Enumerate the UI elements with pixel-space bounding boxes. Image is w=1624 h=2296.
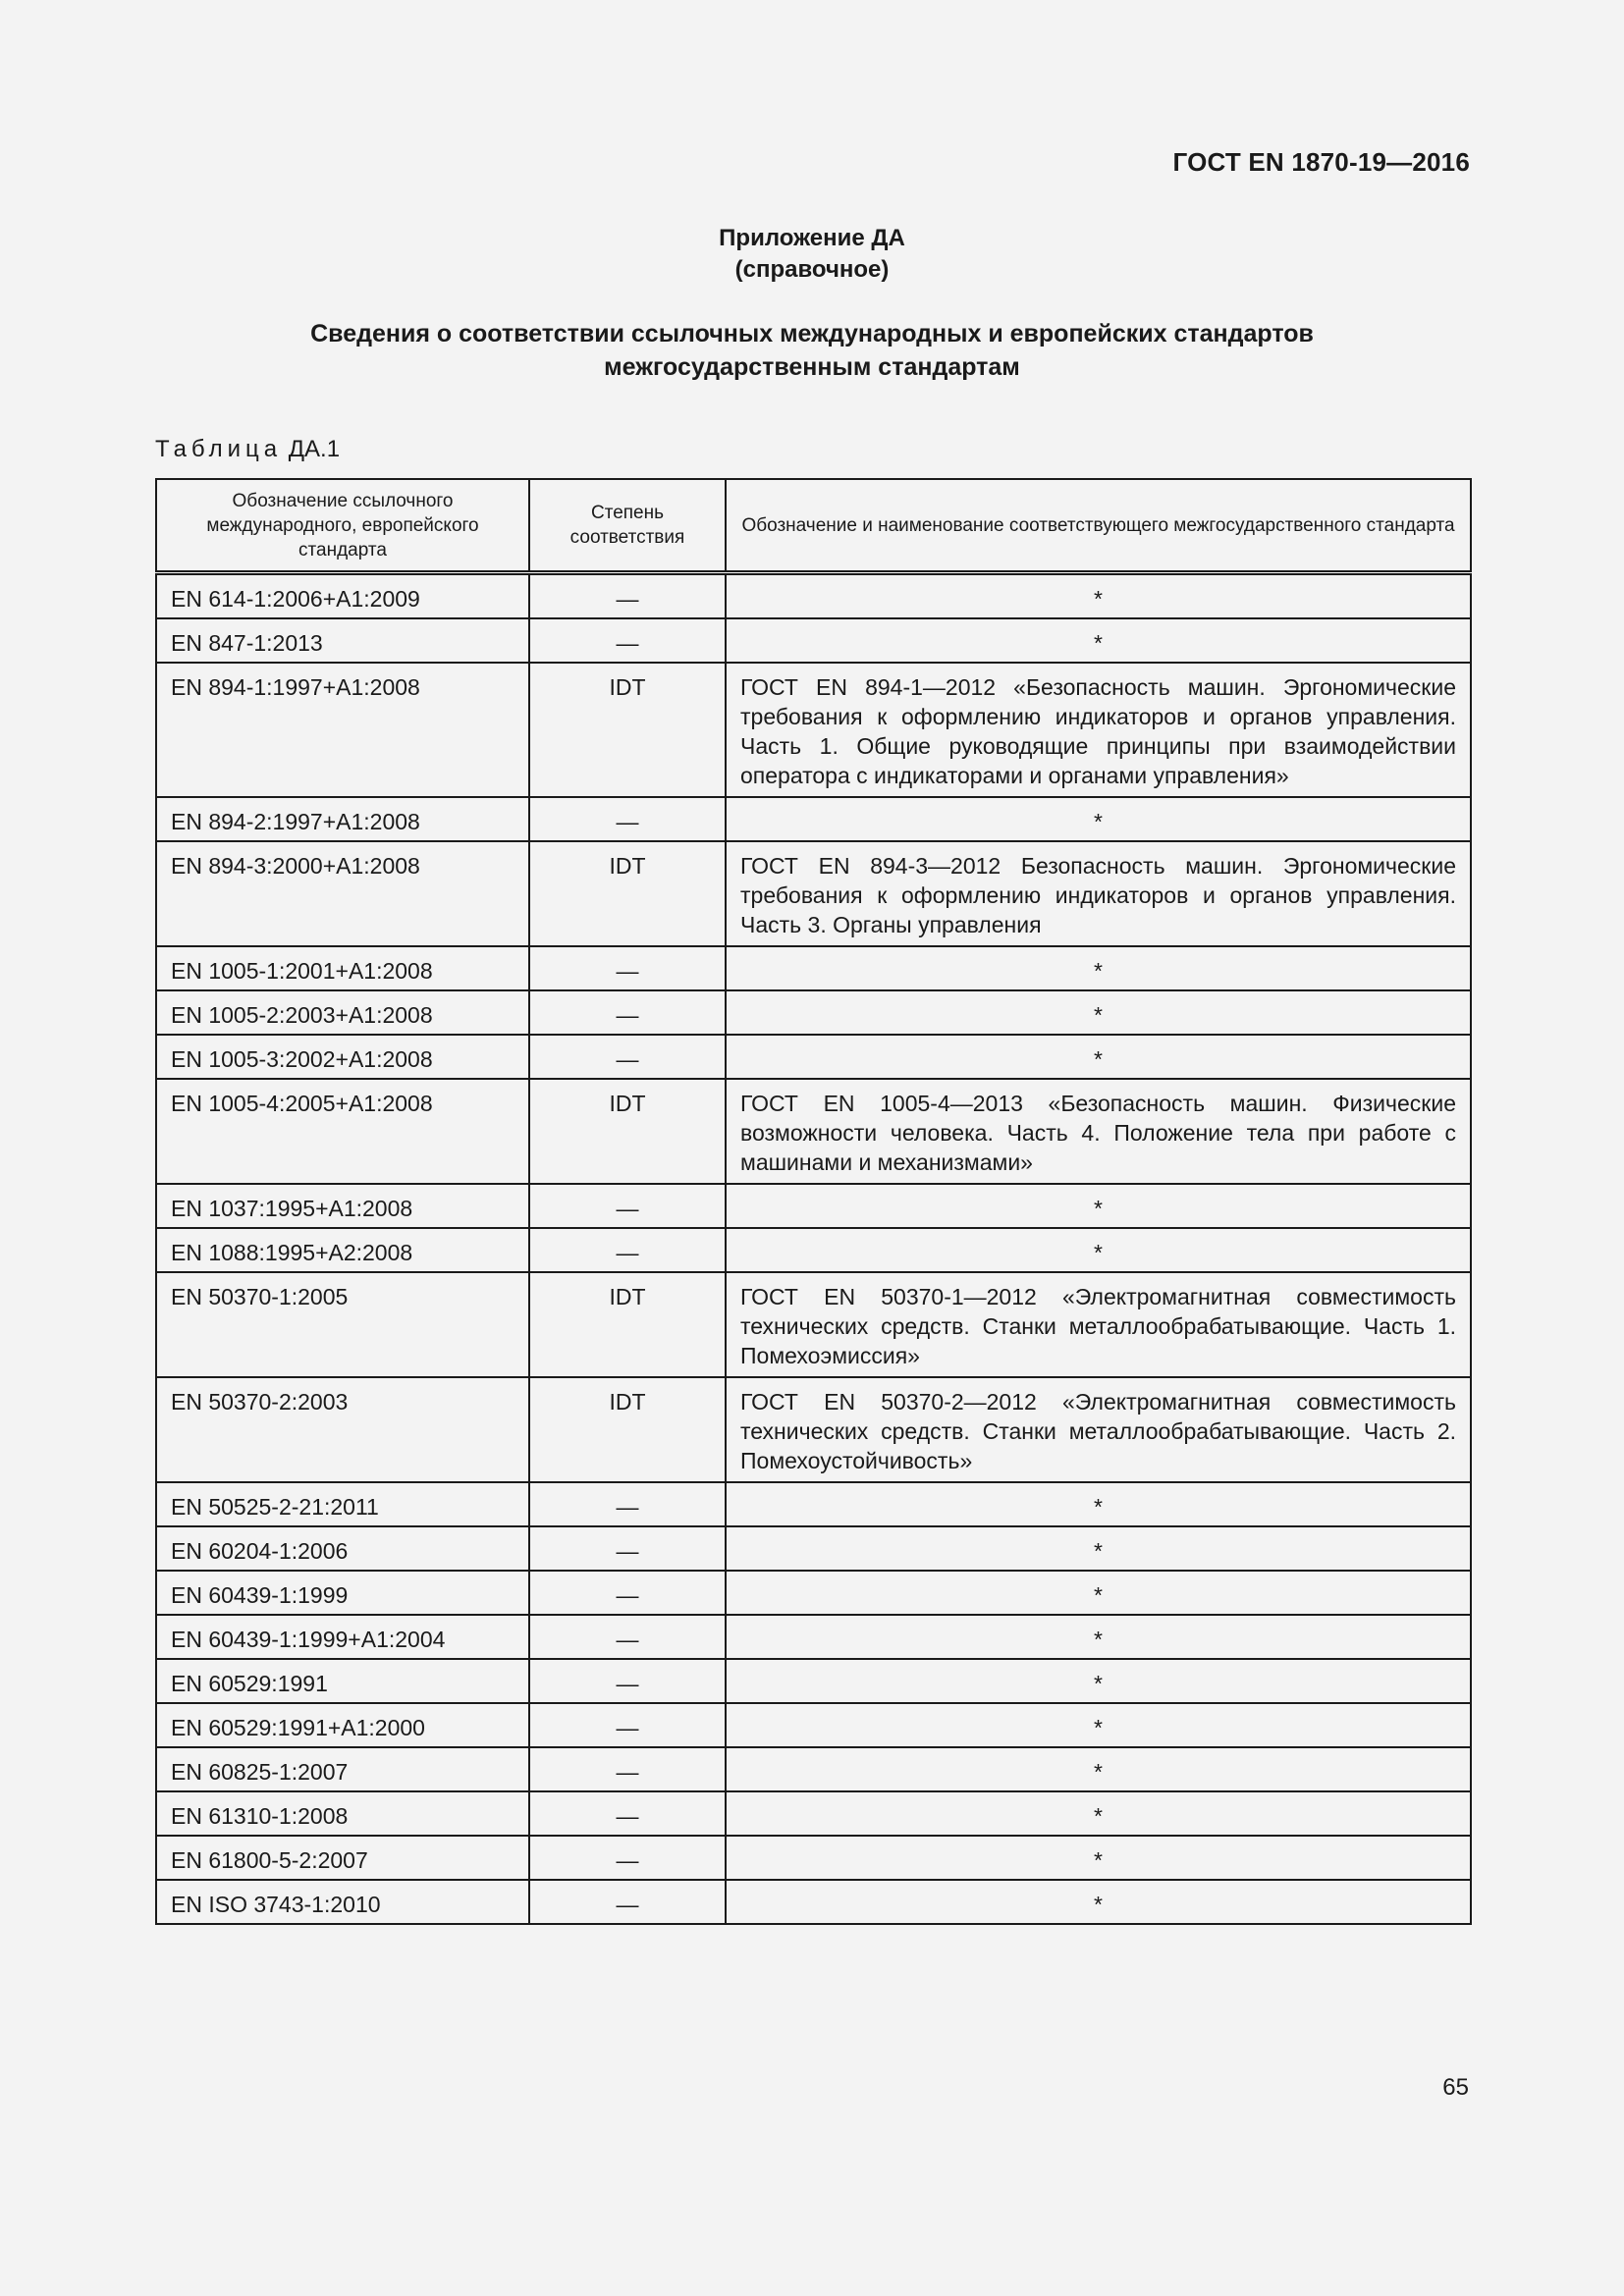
interstate-standard-cell: * [726, 1880, 1471, 1924]
interstate-standard-cell: * [726, 946, 1471, 990]
degree-cell: — [529, 1184, 726, 1228]
interstate-standard-cell: * [726, 1526, 1471, 1571]
table-row [156, 946, 1471, 990]
table-row [156, 1791, 1471, 1836]
degree-cell: — [529, 1703, 726, 1747]
table-row [156, 1571, 1471, 1615]
degree-cell: — [529, 573, 726, 619]
correspondence-table [155, 478, 1472, 1925]
standard-number: ГОСТ EN 1870-19—2016 [1172, 147, 1470, 177]
reference-standard-cell: EN 847-1:2013 [156, 618, 529, 663]
table-row [156, 573, 1471, 619]
table-row [156, 1272, 1471, 1377]
degree-cell: — [529, 618, 726, 663]
reference-standard-cell: EN 1005-4:2005+A1:2008 [156, 1079, 529, 1184]
table-header-row [156, 479, 1471, 573]
degree-cell: IDT [529, 1272, 726, 1377]
table-row [156, 1035, 1471, 1079]
table-body [156, 573, 1471, 1925]
interstate-standard-cell: * [726, 1184, 1471, 1228]
degree-cell: — [529, 1747, 726, 1791]
interstate-standard-cell: ГОСТ EN 1005-4—2013 «Безопасность машин. Физические возможности человека. Часть 4. Положение тела при работе с машинами и механизмами» [726, 1079, 1471, 1184]
reference-standard-cell: EN 50370-1:2005 [156, 1272, 529, 1377]
table-row [156, 1659, 1471, 1703]
table-row [156, 1747, 1471, 1791]
reference-standard-cell: EN 61310-1:2008 [156, 1791, 529, 1836]
reference-standard-cell: EN ISO 3743-1:2010 [156, 1880, 529, 1924]
reference-standard-cell: EN 1005-3:2002+A1:2008 [156, 1035, 529, 1079]
table-row [156, 1482, 1471, 1526]
appendix-heading-line-2: межгосударственным стандартам [604, 353, 1020, 381]
degree-cell: — [529, 797, 726, 841]
table-row [156, 1703, 1471, 1747]
reference-standard-cell: EN 1005-1:2001+A1:2008 [156, 946, 529, 990]
table-row [156, 663, 1471, 797]
degree-cell: — [529, 1571, 726, 1615]
interstate-standard-cell: ГОСТ EN 894-3—2012 Безопасность машин. Эргономические требования к оформлению индикаторов и органов управления. Часть 3. Органы управления [726, 841, 1471, 946]
degree-cell: — [529, 1791, 726, 1836]
interstate-standard-cell: * [726, 1615, 1471, 1659]
degree-cell: — [529, 1659, 726, 1703]
table-row [156, 990, 1471, 1035]
table-caption-word: Таблица [155, 436, 283, 462]
reference-standard-cell: EN 894-1:1997+A1:2008 [156, 663, 529, 797]
reference-standard-cell: EN 894-2:1997+A1:2008 [156, 797, 529, 841]
degree-cell: — [529, 946, 726, 990]
table-caption [155, 436, 340, 463]
appendix-heading-line-1: Сведения о соответствии ссылочных международных и европейских стандартов [310, 320, 1314, 347]
table-caption-number: ДА.1 [288, 436, 341, 462]
table-row [156, 841, 1471, 946]
degree-cell: — [529, 1880, 726, 1924]
degree-cell: IDT [529, 1377, 726, 1482]
appendix-title: Приложение ДА [719, 225, 905, 251]
interstate-standard-cell: * [726, 1836, 1471, 1880]
table-row [156, 1079, 1471, 1184]
interstate-standard-cell: ГОСТ EN 894-1—2012 «Безопасность машин. Эргономические требования к оформлению индикаторов и органов управления. Часть 1. Общие руководящие принципы при взаимодействии оператора с индикаторами и органами управления» [726, 663, 1471, 797]
interstate-standard-cell: * [726, 618, 1471, 663]
table-row [156, 1184, 1471, 1228]
reference-standard-cell: EN 60529:1991 [156, 1659, 529, 1703]
reference-standard-cell: EN 60825-1:2007 [156, 1747, 529, 1791]
interstate-standard-cell: * [726, 1791, 1471, 1836]
interstate-standard-cell: * [726, 1482, 1471, 1526]
reference-standard-cell: EN 60439-1:1999+A1:2004 [156, 1615, 529, 1659]
degree-cell: — [529, 1482, 726, 1526]
table-row [156, 1880, 1471, 1924]
reference-standard-cell: EN 60439-1:1999 [156, 1571, 529, 1615]
interstate-standard-cell: * [726, 1747, 1471, 1791]
interstate-standard-cell: * [726, 1035, 1471, 1079]
table-row [156, 1615, 1471, 1659]
reference-standard-cell: EN 61800-5-2:2007 [156, 1836, 529, 1880]
interstate-standard-cell: * [726, 573, 1471, 619]
column-header-degree: Степень соответствия [529, 479, 726, 573]
degree-cell: IDT [529, 1079, 726, 1184]
page-number: 65 [1442, 2074, 1469, 2101]
table-row [156, 1377, 1471, 1482]
interstate-standard-cell: * [726, 990, 1471, 1035]
degree-cell: — [529, 1228, 726, 1272]
interstate-standard-cell: ГОСТ EN 50370-2—2012 «Электромагнитная совместимость технических средств. Станки металлообрабатывающие. Часть 2. Помехоустойчивость» [726, 1377, 1471, 1482]
interstate-standard-cell: * [726, 1659, 1471, 1703]
interstate-standard-cell: * [726, 1571, 1471, 1615]
interstate-standard-cell: ГОСТ EN 50370-1—2012 «Электромагнитная совместимость технических средств. Станки металлообрабатывающие. Часть 1. Помехоэмиссия» [726, 1272, 1471, 1377]
reference-standard-cell: EN 1005-2:2003+A1:2008 [156, 990, 529, 1035]
reference-standard-cell: EN 1088:1995+A2:2008 [156, 1228, 529, 1272]
table-row [156, 618, 1471, 663]
degree-cell: IDT [529, 841, 726, 946]
degree-cell: — [529, 1836, 726, 1880]
reference-standard-cell: EN 60204-1:2006 [156, 1526, 529, 1571]
table-row [156, 797, 1471, 841]
reference-standard-cell: EN 60529:1991+A1:2000 [156, 1703, 529, 1747]
reference-standard-cell: EN 50370-2:2003 [156, 1377, 529, 1482]
appendix-kind: (справочное) [734, 256, 890, 283]
degree-cell: IDT [529, 663, 726, 797]
degree-cell: — [529, 990, 726, 1035]
table-row [156, 1836, 1471, 1880]
table-row [156, 1228, 1471, 1272]
degree-cell: — [529, 1526, 726, 1571]
degree-cell: — [529, 1615, 726, 1659]
reference-standard-cell: EN 50525-2-21:2011 [156, 1482, 529, 1526]
degree-cell: — [529, 1035, 726, 1079]
interstate-standard-cell: * [726, 1703, 1471, 1747]
reference-standard-cell: EN 1037:1995+A1:2008 [156, 1184, 529, 1228]
table-row [156, 1526, 1471, 1571]
reference-standard-cell: EN 894-3:2000+A1:2008 [156, 841, 529, 946]
reference-standard-cell: EN 614-1:2006+A1:2009 [156, 573, 529, 619]
column-header-interstate-standard: Обозначение и наименование соответствующего межгосударственного стандарта [726, 479, 1471, 573]
column-header-reference-standard: Обозначение ссылочного международного, европейского стандарта [156, 479, 529, 573]
interstate-standard-cell: * [726, 1228, 1471, 1272]
interstate-standard-cell: * [726, 797, 1471, 841]
